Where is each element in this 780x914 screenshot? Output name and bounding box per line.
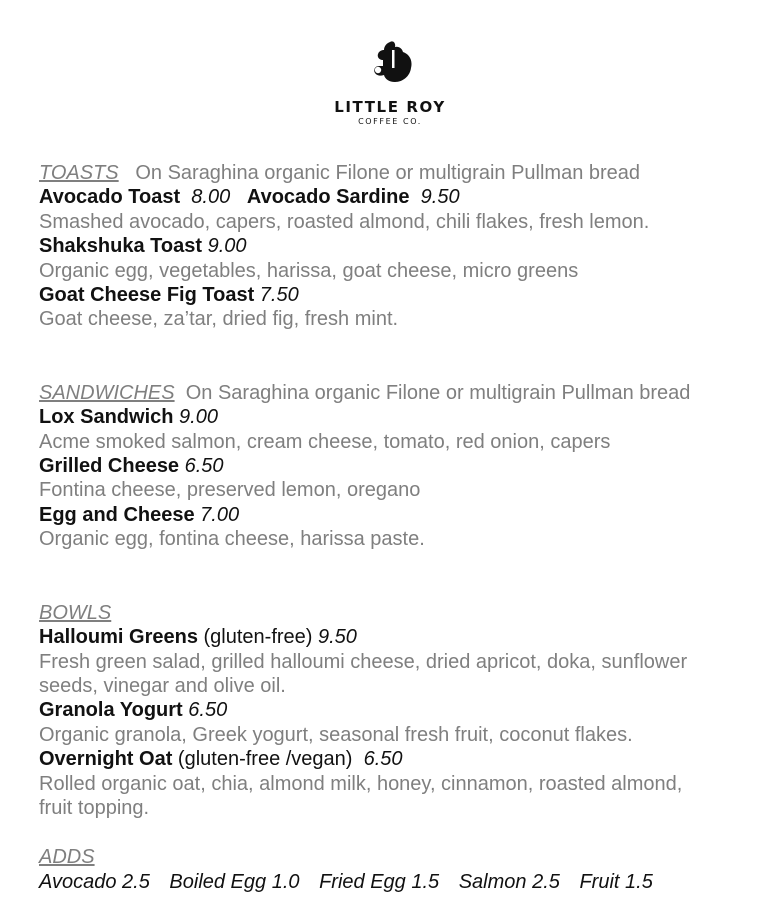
item-description: Acme smoked salmon, cream cheese, tomato, red onion, capers: [39, 430, 611, 453]
section-header-adds: [39, 845, 759, 869]
brand-subtitle: COFFEE CO.: [358, 117, 422, 126]
section-title: SANDWICHES: [39, 381, 175, 404]
adds-list: [39, 870, 759, 894]
section-title: BOWLS: [39, 601, 112, 624]
add-on-item: Boiled Egg 1.0: [169, 870, 300, 893]
section-header-bowls: [39, 601, 759, 625]
menu-item: Avocado Toast 8.00 Avocado Sardine 9.50: [39, 186, 460, 209]
section-title: TOASTS: [39, 162, 119, 184]
item-description: Goat cheese, za’tar, dried fig, fresh mint.: [39, 308, 399, 331]
menu-item: Goat Cheese Fig Toast 7.50: [39, 284, 299, 307]
menu-item: Shakshuka Toast 9.00: [39, 235, 247, 258]
brand-name: LITTLE ROY: [334, 98, 446, 116]
add-on-item: Salmon 2.5: [458, 870, 560, 893]
section-header-sandwiches: [39, 381, 759, 405]
menu-item: Grilled Cheese 6.50: [39, 455, 224, 478]
section-title: ADDS: [39, 846, 95, 869]
section-header-toasts: [39, 161, 759, 185]
menu-item: Lox Sandwich 9.00: [39, 406, 218, 429]
menu-item: Granola Yogurt 6.50: [39, 699, 228, 722]
item-description: Fontina cheese, preserved lemon, oregano: [39, 479, 421, 502]
item-description: Fresh green salad, grilled halloumi cheese, dried apricot, doka, sunflower seeds, vinegar and olive oil.: [39, 650, 688, 697]
item-description: Rolled organic oat, chia, almond milk, honey, cinnamon, roasted almond, fruit topping.: [39, 772, 683, 819]
spacer: [39, 332, 759, 381]
item-description: Smashed avocado, capers, roasted almond, chili flakes, fresh lemon.: [39, 210, 650, 233]
squirrel-cup-icon: [365, 38, 415, 88]
menu-item: Overnight Oat (gluten-free /vegan) 6.50: [39, 748, 403, 771]
menu: [39, 161, 759, 894]
menu-item: Egg and Cheese 7.00: [39, 503, 240, 526]
add-on-item: Fried Egg 1.5: [319, 870, 440, 893]
spacer: [39, 552, 759, 601]
section-note: On Saraghina organic Filone or multigrain Pullman bread: [135, 162, 641, 184]
add-on-item: Fruit 1.5: [579, 870, 653, 893]
section-note: On Saraghina organic Filone or multigrain Pullman bread: [185, 381, 691, 404]
spacer: [39, 820, 759, 845]
brand-header: [0, 38, 780, 126]
item-description: Organic granola, Greek yogurt, seasonal fresh fruit, coconut flakes.: [39, 723, 633, 746]
menu-item: Halloumi Greens (gluten-free) 9.50: [39, 626, 357, 649]
add-on-item: Avocado 2.5: [39, 870, 150, 893]
item-description: Organic egg, vegetables, harissa, goat cheese, micro greens: [39, 259, 579, 282]
item-description: Organic egg, fontina cheese, harissa paste.: [39, 528, 425, 551]
